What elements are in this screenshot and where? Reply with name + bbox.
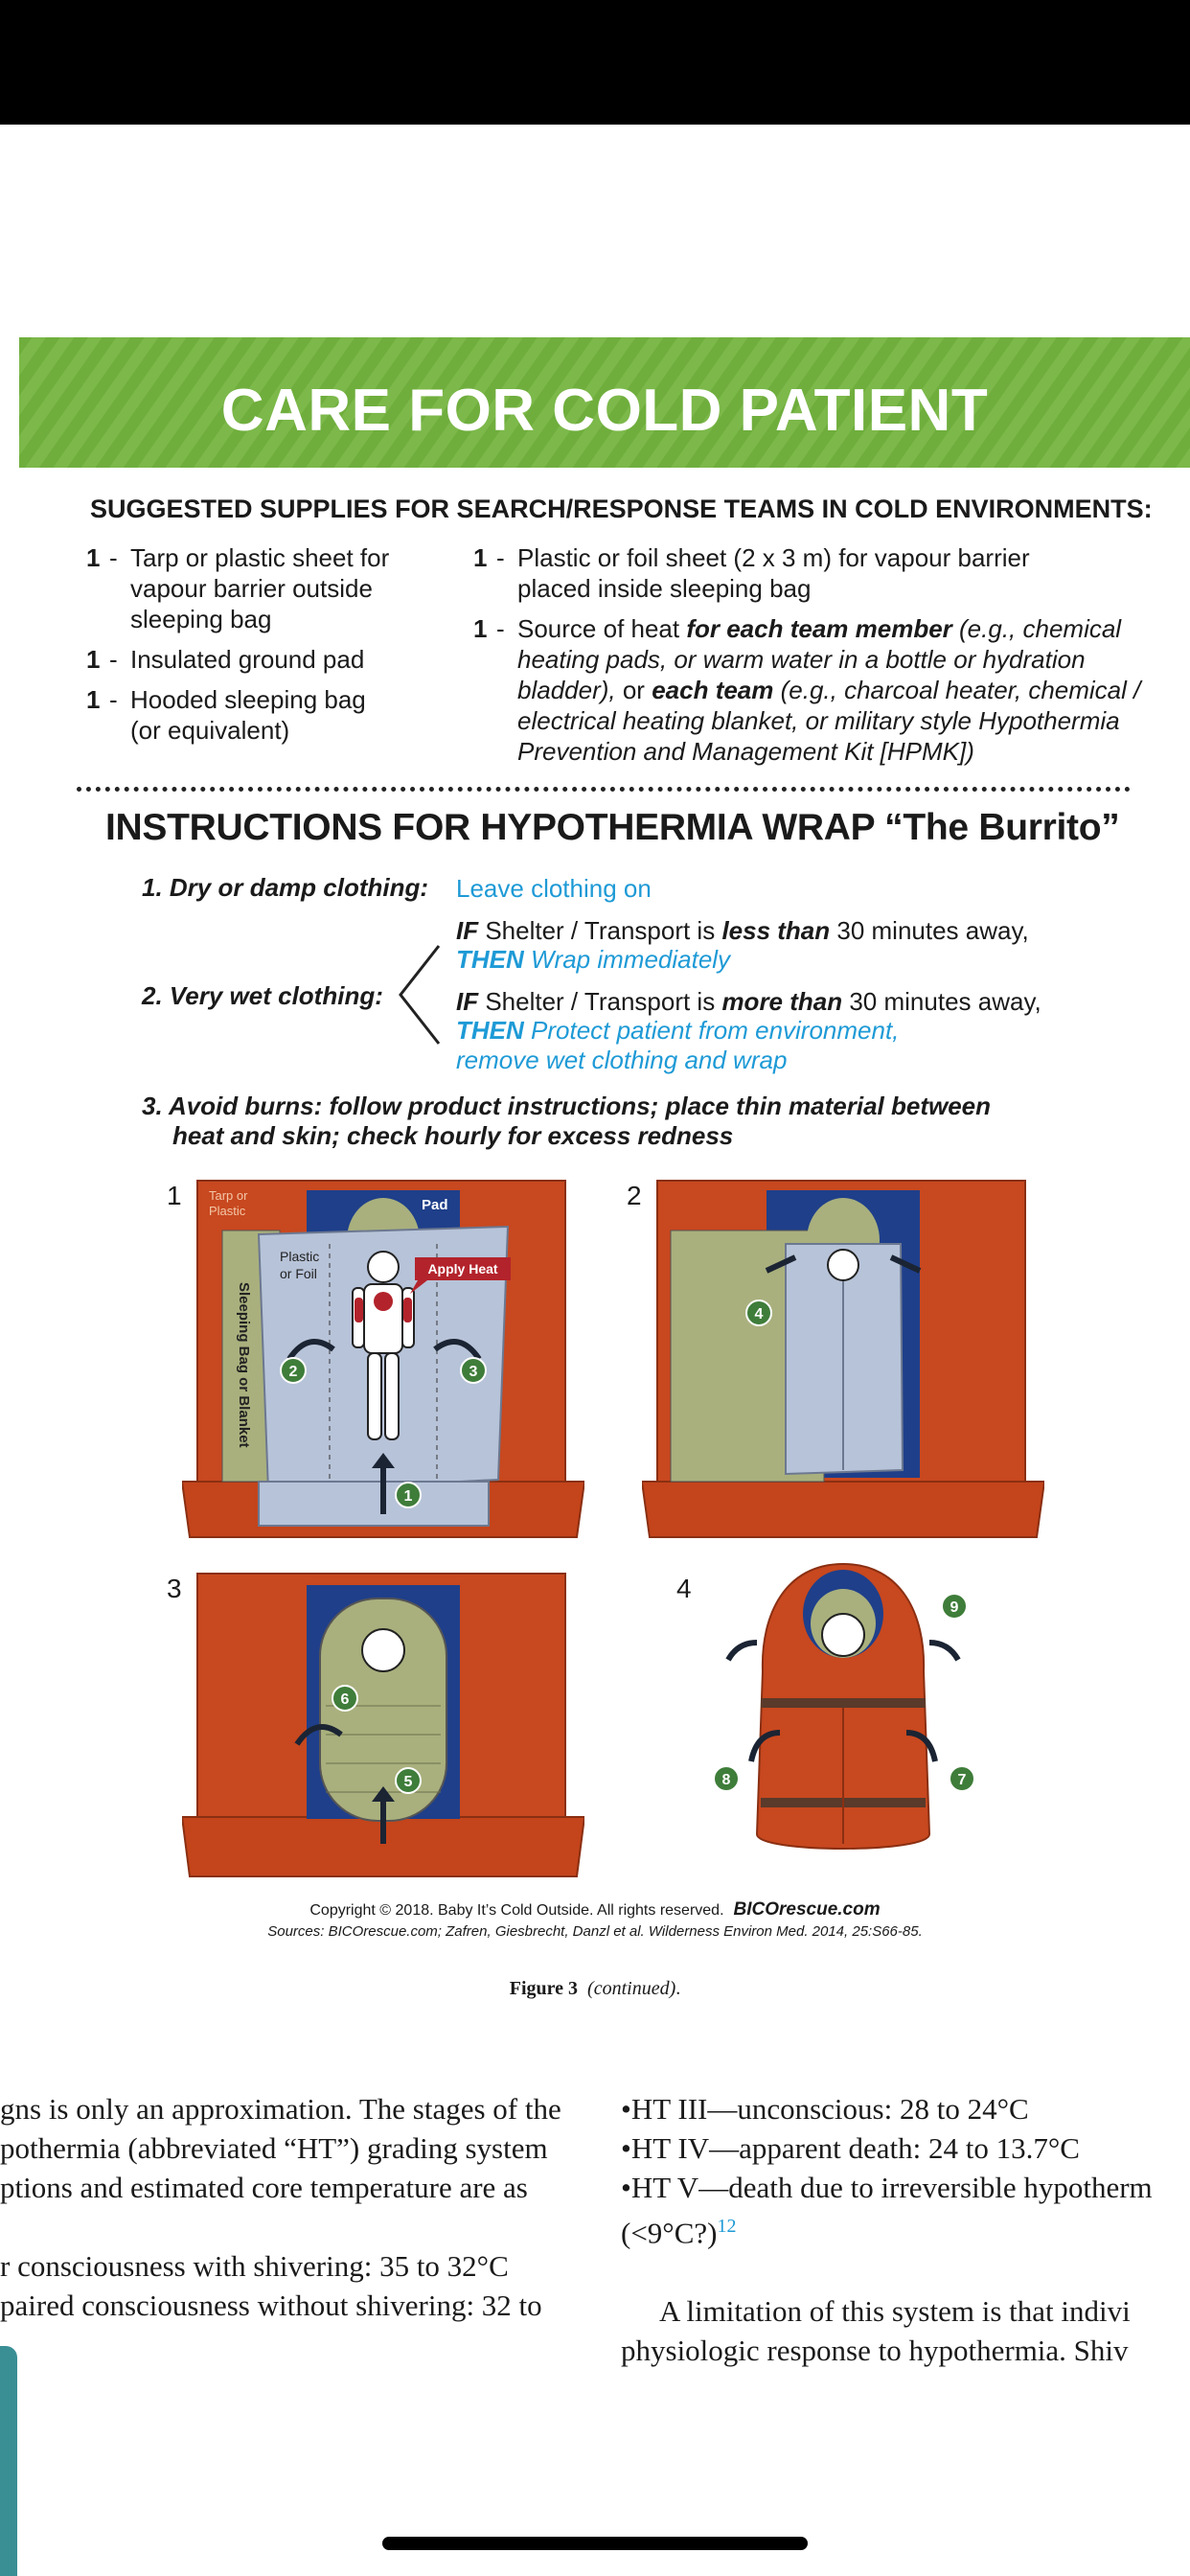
- body-line: r consciousness with shivering: 35 to 32°C: [0, 2249, 509, 2283]
- panel-1-illustration: [182, 1177, 584, 1539]
- body-right-column: [621, 2089, 1190, 2370]
- panel-4-illustration: [699, 1556, 987, 1863]
- supply-line: (e.g., charcoal heater, chemical /: [773, 676, 1141, 704]
- supply-line: Source of heat: [517, 614, 687, 643]
- supply-qty: 1: [473, 614, 488, 643]
- body-line: •HT III—unconscious: 28 to 24°C: [621, 2092, 1029, 2126]
- body-line: •HT IV—apparent death: 24 to 13.7°C: [621, 2131, 1080, 2165]
- supply-line: Prevention and Management Kit [HPMK]): [517, 737, 974, 766]
- banner: [19, 337, 1190, 468]
- step3-line2: heat and skin; check hourly for excess redness: [172, 1121, 734, 1150]
- if-less-line: IF Shelter / Transport is less than 30 minutes away,: [456, 916, 1029, 945]
- bracket-icon: [395, 944, 443, 1046]
- foil-label: Plastic: [280, 1249, 320, 1264]
- instructions-heading: [105, 807, 1119, 849]
- supply-line: Plastic or foil sheet (2 x 3 m) for vapour barrier: [517, 543, 1030, 572]
- supply-line: sleeping bag: [130, 605, 272, 633]
- then-protect-line: THEN Protect patient from environment,: [456, 1016, 900, 1045]
- fold-arrow-icon: [929, 1643, 958, 1660]
- fold-arrow-icon: [728, 1643, 757, 1660]
- supply-line: electrical heating blanket, or military style Hypothermia: [517, 706, 1120, 735]
- body-line: A limitation of this system is that indivi: [659, 2294, 1131, 2329]
- supply-line: heating pads, or warm water in a bottle or hydration: [517, 645, 1086, 674]
- panel-number: 3: [167, 1574, 182, 1603]
- supply-emphasis: for each team member: [686, 614, 952, 643]
- panel-3-illustration: [182, 1572, 584, 1878]
- body-line: paired consciousness without shivering: 32 to: [0, 2288, 542, 2322]
- pad-label: Pad: [422, 1197, 448, 1213]
- home-indicator[interactable]: [382, 2537, 808, 2550]
- step-badge: 5: [403, 1774, 413, 1790]
- supply-line: Tarp or plastic sheet for: [130, 543, 390, 572]
- instructions-heading-quote: “The Burrito”: [884, 807, 1120, 848]
- supply-item: 1 - Hooded sleeping bag (or equivalent): [86, 685, 366, 745]
- dotted-divider: [77, 787, 1131, 792]
- supply-line: vapour barrier outside: [130, 574, 373, 603]
- supply-qty: 1: [86, 685, 101, 714]
- tarp-label: Tarp or: [209, 1188, 248, 1203]
- supply-line: or: [615, 676, 652, 704]
- step-badge: 7: [957, 1772, 967, 1788]
- panel-number: 4: [676, 1574, 692, 1603]
- step-badge: 2: [288, 1364, 298, 1380]
- panel-number: 2: [627, 1181, 642, 1210]
- supply-item: 1 - Source of heat for each team member (e.g., chemical heating pads, or warm water in a bottle or hydration bladder), or each team (e.g., charcoal heater, chemical / electrical heating blanket, or military style Hypothermia Prevention and Management Kit [HPMK]): [473, 614, 1141, 766]
- step-badge: 8: [721, 1772, 731, 1788]
- sources-line: Sources: BICOrescue.com; Zafren, Giesbrecht, Danzl et al. Wilderness Environ Med. 2014, 25:S66-85.: [267, 1923, 923, 1940]
- supply-item: 1 - Tarp or plastic sheet for vapour barrier outside sleeping bag: [86, 543, 390, 633]
- supply-line: placed inside sleeping bag: [517, 574, 812, 603]
- instructions-heading-text: INSTRUCTIONS FOR HYPOTHERMIA WRAP: [105, 807, 885, 848]
- panel-number: 1: [167, 1181, 182, 1210]
- copyright-line: [0, 1899, 1190, 1920]
- supply-line: (or equivalent): [130, 716, 290, 745]
- supply-line: (e.g., chemical: [951, 614, 1122, 643]
- body-line: (<9°C?)$^{12}$: [621, 2216, 737, 2250]
- supply-line: Insulated ground pad: [130, 645, 365, 674]
- foil-label-2: or Foil: [280, 1266, 317, 1281]
- supplies-left-list: [86, 542, 431, 755]
- panel-2-illustration: [642, 1177, 1044, 1539]
- sleeping-bag-label: Sleeping Bag or Blanket: [236, 1282, 252, 1448]
- tarp-label-2: Plastic: [209, 1204, 246, 1218]
- supply-emphasis: each team: [652, 676, 774, 704]
- step-badge: 4: [754, 1306, 764, 1322]
- if-more-line: IF Shelter / Transport is more than 30 minutes away,: [456, 987, 1041, 1016]
- supply-qty: 1: [86, 543, 101, 572]
- body-left-column: [0, 2089, 561, 2325]
- banner-title: CARE FOR COLD PATIENT: [220, 377, 989, 444]
- supply-item: 1 - Plastic or foil sheet (2 x 3 m) for vapour barrier placed inside sleeping bag: [473, 543, 1030, 603]
- body-line: gns is only an approximation. The stages of the: [0, 2092, 561, 2126]
- step1-action: Leave clothing on: [456, 874, 652, 903]
- site-link[interactable]: BICOrescue.com: [733, 1899, 881, 1920]
- step-badge: 6: [340, 1691, 350, 1708]
- supplies-heading: SUGGESTED SUPPLIES FOR SEARCH/RESPONSE TEAMS IN COLD ENVIRONMENTS:: [90, 494, 1153, 523]
- step-badge: 1: [403, 1488, 413, 1505]
- step1-label: 1. Dry or damp clothing:: [142, 873, 429, 902]
- status-bar: [0, 0, 1190, 125]
- supply-qty: 1: [473, 543, 488, 572]
- copyright-text: Copyright © 2018. Baby It’s Cold Outside. All rights reserved.: [309, 1902, 724, 1919]
- apply-heat-label: Apply Heat: [427, 1261, 498, 1276]
- step-badge: 9: [950, 1599, 959, 1616]
- body-line: ptions and estimated core temperature are as: [0, 2171, 528, 2204]
- step2-label: 2. Very wet clothing:: [142, 981, 383, 1010]
- body-line: pothermia (abbreviated “HT”) grading system: [0, 2131, 548, 2165]
- body-line: physiologic response to hypothermia. Shiv: [621, 2334, 1129, 2368]
- supply-line: bladder),: [517, 676, 616, 704]
- supply-qty: 1: [86, 645, 101, 674]
- then-remove-line: remove wet clothing and wrap: [456, 1046, 788, 1074]
- body-line: •HT V—death due to irreversible hypotherm: [621, 2171, 1153, 2204]
- supply-item: 1 - Insulated ground pad: [86, 644, 431, 675]
- step3-line1: 3. Avoid burns: follow product instructions; place thin material between: [142, 1092, 992, 1120]
- supply-line: Hooded sleeping bag: [130, 685, 366, 714]
- reference-link[interactable]: 12: [717, 2216, 737, 2237]
- figure-caption: Figure 3 (continued).: [509, 1978, 681, 1999]
- then-wrap-line: THEN Wrap immediately: [456, 945, 731, 974]
- step-badge: 3: [469, 1364, 478, 1380]
- supplies-right-list: [473, 542, 1144, 776]
- side-tab-handle[interactable]: [0, 2346, 17, 2576]
